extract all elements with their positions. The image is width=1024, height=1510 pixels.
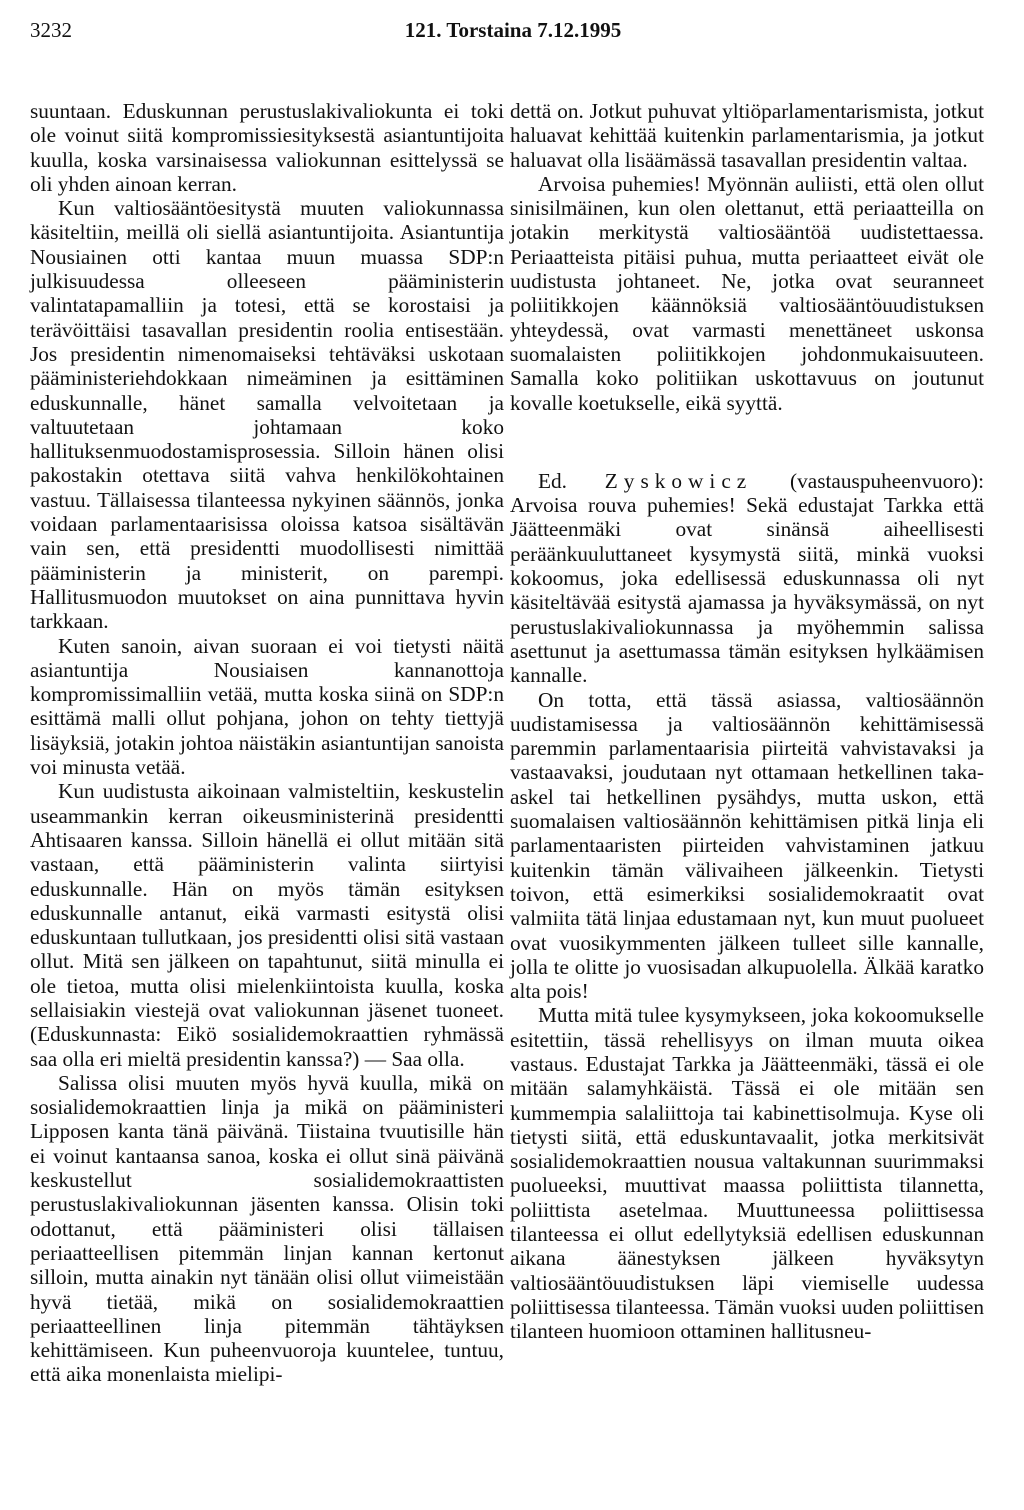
paragraph: Kun valtiosääntöesitystä muuten valiokunnassa käsiteltiin, meillä oli siellä asiantuntijoita. Asiantuntija Nousiainen otti kantaa muun muassa SDP:n julkisuudessa olleeseen pääministerin valintatapamalliin ja totesi, että se korostaisi ja terävöittäisi tasavallan presidentin roolia entisestään. Jos presidentin nimenomaiseksi tehtäväksi uskotaan pääministeriehdokkaan nimeäminen ja esittäminen eduskunnalle, hänet samalla velvoitetaan ja valtuutetaan johtamaan koko hallituksenmuodostamisprosessia. Silloin hänen olisi pakostakin otettava siitä vahva henkilökohtainen vastuu. Tällaisessa tilanteessa nykyinen säännös, jonka voidaan parlamentaarisissa oloissa katsoa sisältävän vain sen, että presidentti muodollisesti nimittää pääministerin ja ministerit, on parempi. Hallitusmuodon muutokset on aina punnittava hyvin tarkkaan.: [30, 196, 504, 634]
left-column: [30, 99, 504, 1387]
paragraph: Arvoisa puhemies! Myönnän auliisti, että olen ollut sinisilmäinen, kun olen olettanut, että periaatteilla on jotakin merkitystä valtiosääntöä uudistettaessa. Periaatteista pitäisi puhua, mutta periaatteet eivät ole uudistusta johtaneet. Ne, jotka ovat seuranneet poliitikkojen käännöksiä valtiosääntöuudistuksen yhteydessä, ovat varmasti menettäneet uskonsa suomalaisten poliitikkojen johdonmukaisuuteen. Samalla koko politiikan uskottavuus on joutunut kovalle koetukselle, eikä syyttä.: [510, 171, 984, 415]
paragraph: Kun uudistusta aikoinaan valmisteltiin, keskustelin useammankin kerran oikeusministerinä presidentti Ahtisaaren kanssa. Silloin hänellä ei ollut mitään sitä vastaan, että pääministerin valinta siirtyisi eduskunnalle. Hän on myös tämän esityksen eduskunnalle antanut, eikä varmasti esitystä olisi eduskuntaan tullutkaan, jos presidentti olisi sitä vastaan ollut. Mitä sen jälkeen on tapahtunut, siitä minulla ei ole tietoa, mutta olisi mielenkiintoista kuulla, koska sellaisiakin viestejä ovat valiokunnan jäsenet tuoneet. (Eduskunnasta: Eikö sosialidemokraattien ryhmässä saa olla eri mieltä presidentin kanssa?) — Saa olla.: [30, 779, 504, 1071]
speech-separator: [510, 415, 984, 469]
session-date: 121. Torstaina 7.12.1995: [404, 18, 622, 42]
speech-prefix: Ed.: [538, 468, 567, 493]
paragraph: suuntaan. Eduskunnan perustuslakivaliokunta ei toki ole voinut siitä kompromissiesityksestä asiantuntijoita kuulla, koska varsinaisessa valiokunnan esittelyssä se oli yhden ainoan kerran.: [30, 99, 504, 196]
speech-text: Arvoisa rouva puhemies! Sekä edustajat Tarkka että Jäätteenmäki ovat sinänsä aiheellisesti peräänkuuluttaneet kysymystä siitä, minkä vuoksi kokoomus, joka edellisessä eduskunnassa oli nyt käsiteltävää esitystä ajamassa ja hyväksymässä, on nyt perustuslakivaliokunnassa ja myöhemmin salissa asettunut ja asettumassa tämän esityksen hylkäämisen kannalle.: [510, 493, 984, 688]
paragraph: dettä on. Jotkut puhuvat yltiöparlamentarismista, jotkut haluavat kehittää kuitenkin parlamentarismia, ja jotkut haluavat olla lisäämässä tasavallan presidentin valtaa.: [510, 99, 984, 172]
speaker-name: Zyskowicz: [604, 468, 753, 493]
paragraph: Kuten sanoin, aivan suoraan ei voi tietysti näitä asiantuntija Nousiaisen kannanottoja kompromissimalliin vetää, mutta koska siinä on SDP:n esittämä malli ollut pohjana, johon on tehty tiettyjä lisäyksiä, jotakin johtoa näistäkin asiantuntijan sanoista voi minusta vetää.: [30, 633, 504, 780]
paragraph: Mutta mitä tulee kysymykseen, joka kokoomukselle esitettiin, tässä rehellisyys on ilman muuta oikea vastaus. Edustajat Tarkka ja Jäätteenmäki, tässä ei ole mitään salamyhkäistä. Tässä ei ole mitään sen kummempia salaliittoja tai kabinettisolmuja. Kyse oli tietysti siitä, että eduskuntavaalit, jotka merkitsivät sosialidemokraattien nousua valtakunnan suurimmaksi puolueeksi, muuttivat maassa poliittista tilannetta, poliittista asetelmaa. Muuttuneessa poliittisessa tilanteessa ei ollut edellytyksiä edellisen eduskunnan aikana äänestyksen jälkeen hyväksytyn valtiosääntöuudistuksen läpi viemiselle uudessa poliittisessa tilanteessa. Tämän vuoksi uuden poliittisen tilanteen huomioon ottaminen hallitusneu-: [510, 1003, 984, 1344]
right-column: [510, 99, 984, 1344]
page-header: [30, 18, 996, 58]
paragraph: Salissa olisi muuten myös hyvä kuulla, mikä on sosialidemokraattien linja ja mikä on pääministeri Lipposen kanta tänä päivänä. Tiistaina tvuutisille hän ei voinut kantaansa sanoa, koska ei ollut sinä päivänä keskustellut sosialidemokraattisten perustuslakivaliokunnan jäsenten kanssa. Olisin toki odottanut, että pääministeri olisi tällaisen periaatteellisen pitemmän linjan kannan kertonut silloin, mutta ainakin nyt tänään olisi ollut viimeistään hyvä tietää, mikä on sosialidemokraattien periaatteellinen linja pitemmän tähtäyksen kehittämiseen. Kun puheenvuoroja kuuntelee, tuntuu, että aika monenlaista mielipi-: [30, 1070, 504, 1387]
page-number: 3232: [30, 18, 72, 42]
speech-opening: [510, 469, 984, 688]
speech-label: (vastauspuheenvuoro):: [790, 468, 985, 493]
paragraph: On totta, että tässä asiassa, valtiosäännön uudistamisessa ja valtiosäännön kehittämisessä paremmin parlamentaarisia piirteitä vahvistavaksi ja vastaavaksi, joudutaan nyt ottamaan hetkellinen taka-askel tai hetkellinen pysähdys, mutta uskon, että suomalaisen valtiosäännön kehittämisen pitkä linja eli parlamentaaristen piirteiden vahvistaminen jatkuu kuitenkin tämän välivaiheen jälkeenkin. Tietysti toivon, että esimerkiksi sosialidemokraatit ovat valmiita tätä linjaa edustamaan nyt, kun muut puolueet ovat vuosikymmenten jälkeen tulleet sille kannalle, jolla te olitte jo vuosisadan alkupuolella. Älkää karatko alta pois!: [510, 687, 984, 1004]
